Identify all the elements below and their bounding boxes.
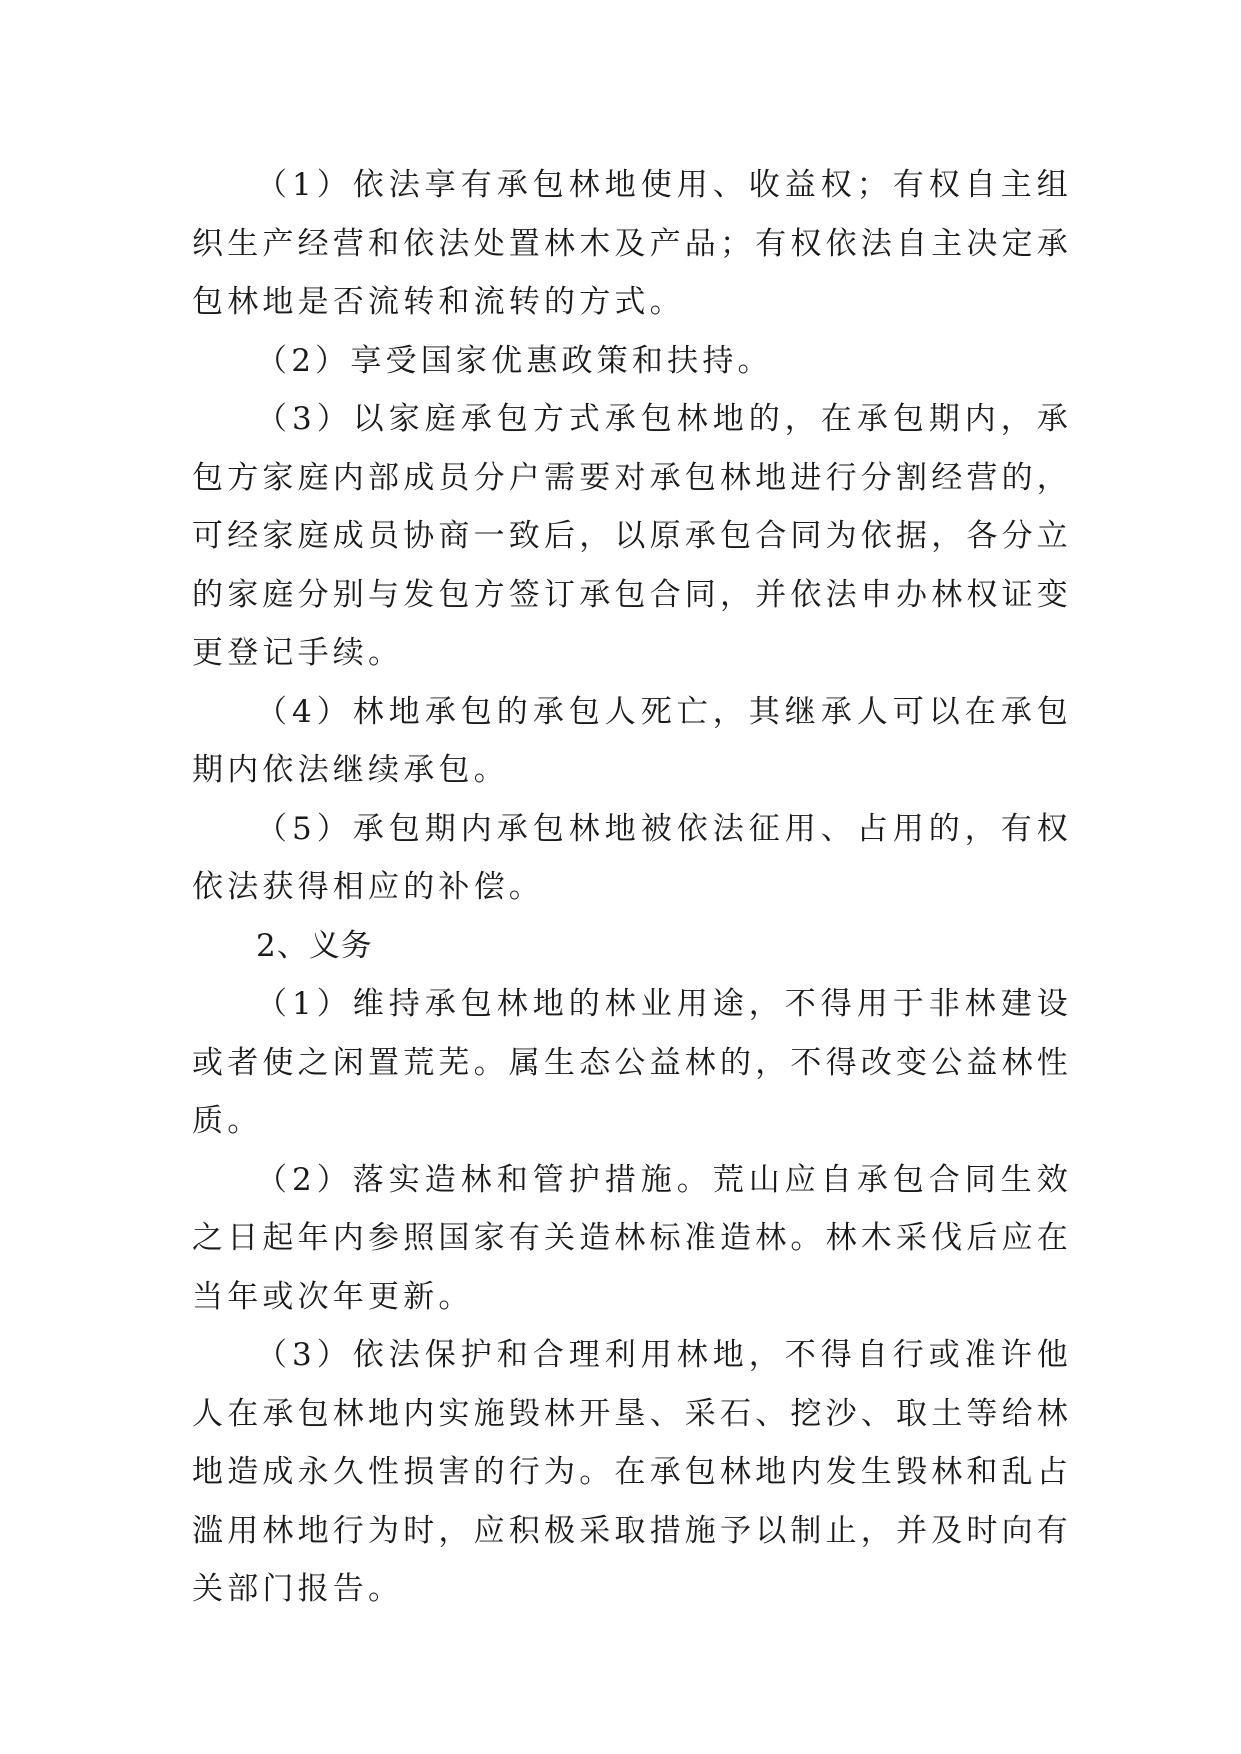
rights-item-5: （5）承包期内承包林地被依法征用、占用的，有权依法获得相应的补偿。 <box>192 810 1072 905</box>
rights-item-3: （3）以家庭承包方式承包林地的，在承包期内，承包方家庭内部成员分户需要对承包林地进行分割经营的，可经家庭成员协商一致后，以原承包合同为依据，各分立的家庭分别与发包方签订承包合同，并依法申办林权证变更登记手续。 <box>192 401 1072 671</box>
section-heading-obligations: 2、义务 <box>256 927 373 964</box>
document-body <box>192 156 1072 1619</box>
obligation-item-3: （3）依法保护和合理利用林地，不得自行或准许他人在承包林地内实施毁林开垦、采石、挖沙、取土等给林地造成永久性损害的行为。在承包林地内发生毁林和乱占滥用林地行为时，应积极采取措施予以制止，并及时向有关部门报告。 <box>192 1337 1072 1607</box>
rights-item-2: （2）享受国家优惠政策和扶持。 <box>256 342 773 379</box>
rights-item-1: （1）依法享有承包林地使用、收益权；有权自主组织生产经营和依法处置林木及产品；有权依法自主决定承包林地是否流转和流转的方式。 <box>192 167 1072 320</box>
rights-item-4: （4）林地承包的承包人死亡，其继承人可以在承包期内依法继续承包。 <box>192 693 1072 788</box>
obligation-item-1: （1）维持承包林地的林业用途，不得用于非林建设或者使之闲置荒芜。属生态公益林的，不得改变公益林性质。 <box>192 986 1072 1139</box>
obligation-item-2: （2）落实造林和管护措施。荒山应自承包合同生效之日起年内参照国家有关造林标准造林。林木采伐后应在当年或次年更新。 <box>192 1161 1072 1315</box>
